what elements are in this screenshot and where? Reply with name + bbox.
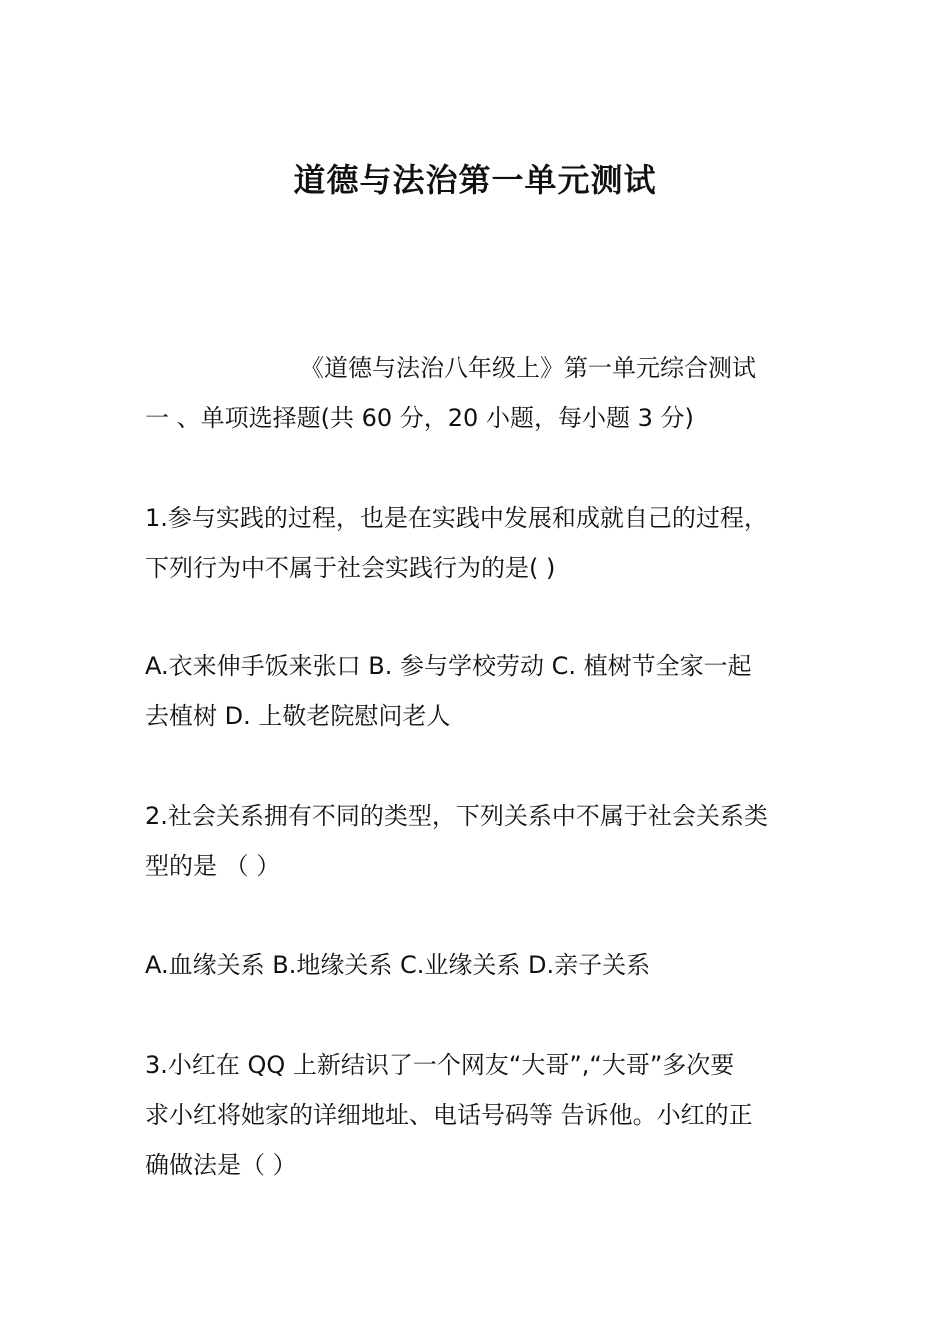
question-1-stem-line-2: 下列行为中不属于社会实践行为的是( ): [145, 554, 556, 582]
test-subtitle: 《道德与法治八年级上》第一单元综合测试: [300, 354, 756, 382]
question-1-options-line-2: 去植树 D. 上敬老院慰问老人: [145, 702, 451, 730]
question-1-stem-line-1: 1.参与实践的过程，也是在实践中发展和成就自己的过程，: [145, 504, 768, 532]
question-3-stem-line-1: 3.小红在 QQ 上新结识了一个网友“大哥”,“大哥”多次要: [145, 1051, 735, 1079]
section-heading: 一 、单项选择题(共 60 分，20 小题，每小题 3 分): [145, 404, 694, 432]
question-2-stem-line-1: 2.社会关系拥有不同的类型，下列关系中不属于社会关系类: [145, 802, 768, 830]
question-3-stem-line-3: 确做法是（ ）: [145, 1151, 297, 1179]
question-2-options-line-1: A.血缘关系 B.地缘关系 C.业缘关系 D.亲子关系: [145, 951, 651, 979]
question-1-options-line-1: A.衣来伸手饭来张口 B. 参与学校劳动 C. 植树节全家一起: [145, 652, 752, 680]
document-title: 道德与法治第一单元测试: [293, 161, 657, 199]
question-3-stem-line-2: 求小红将她家的详细地址、电话号码等 告诉他。小红的正: [145, 1101, 753, 1129]
question-2-stem-line-2: 型的是 （ ）: [145, 852, 281, 880]
